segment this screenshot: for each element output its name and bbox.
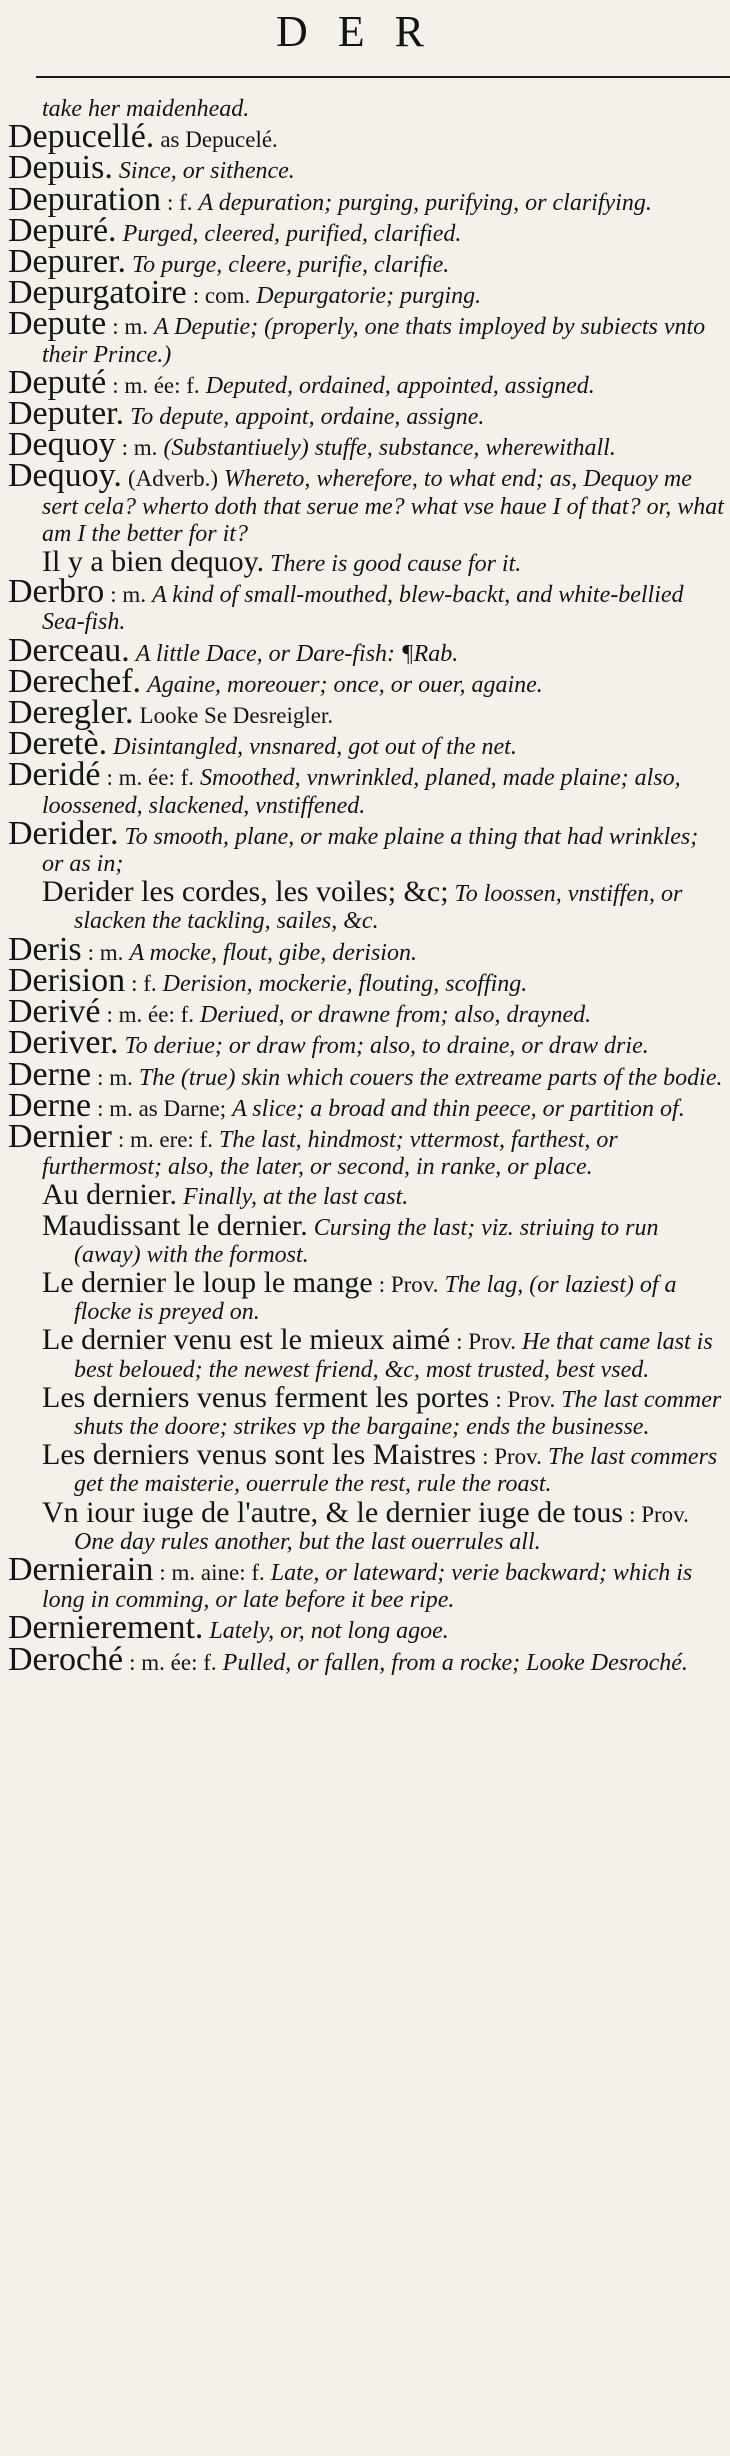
headword: Derbro [8,573,105,611]
headword: Maudissant le dernier. [42,1208,308,1242]
dictionary-entry [8,1024,724,1062]
headword: Dernier [8,1117,112,1155]
definition: Againe, moreouer; once, or ouer, againe. [147,671,543,698]
headword: Deris [8,930,82,968]
dictionary-entry [8,305,724,368]
definition: To purge, cleere, purifie, clarifie. [132,252,450,279]
headword: Dernierement. [8,1609,204,1647]
grammar-note: : m. ée: f. [112,372,200,398]
grammar-note: Looke Se Desreigler. [139,703,334,729]
dictionary-entry [8,1117,724,1181]
definition: (Substantiuely) stuffe, substance, wherewithall. [163,435,616,462]
headword: Derider les cordes, les voiles; &c; [42,875,449,909]
definition: The last, hindmost; vttermost, farthest, or furthermost; also, the later, or second, in ranke, or place. [42,1126,618,1181]
sub-entry [8,1438,724,1498]
headword: Derivé [8,993,101,1031]
dictionary-entry [8,1550,724,1614]
definition: Deputed, ordained, appointed, assigned. [205,372,595,399]
headword: Il y a bien dequoy. [42,545,265,579]
dictionary-entry [8,274,724,312]
definition: Late, or lateward; verie backward; which is long in comming, or late before it bee ripe. [42,1559,693,1614]
grammar-note: : com. [192,283,251,309]
definition: Lately, or, not long agoe. [209,1618,449,1645]
dictionary-entry [8,573,724,636]
headword: Derechef. [8,662,142,700]
grammar-note: (Adverb.) [127,466,218,492]
headword: Deriver. [8,1024,119,1062]
headword: Le dernier le loup le mange [42,1265,373,1299]
definition: Deriued, or drawne from; also, drayned. [200,1002,592,1029]
grammar-note: : Prov. [378,1271,439,1297]
definition: Depurgatorie; purging. [256,283,482,310]
sub-entry [8,1323,724,1383]
definition: The (true) skin which couers the extreame parts of the bodie. [138,1064,723,1091]
dictionary-entry [8,1055,724,1093]
definition: A kind of small-mouthed, blew-backt, and white-bellied Sea-fish. [42,582,684,636]
definition: Since, or sithence. [118,158,295,185]
headword: Dequoy. [8,457,122,495]
headword: Deridé [8,756,101,794]
sub-entry [8,1178,724,1212]
grammar-note: : m. ée: f. [106,765,195,791]
headword: Les derniers venus ferment les portes [42,1380,490,1414]
definition: A mocke, flout, gibe, derision. [129,939,417,966]
dictionary-entry [8,1086,724,1124]
headword: Les derniers venus sont les Maistres [42,1438,477,1472]
definition: To depute, appoint, ordaine, assigne. [130,404,485,431]
definition: Whereto, wherefore, to what end; as, Dequoy me sert cela? wherto doth that serue me? what vse haue I of that? or, what am I the better for it? [42,466,724,547]
headword: Deputé [8,363,107,401]
definition: To deriue; or draw from; also, to draine, or draw drie. [124,1033,649,1060]
dictionary-entry [8,118,724,156]
sub-entry [8,1265,724,1326]
definition: There is good cause for it. [270,551,522,578]
sub-entry [8,875,724,935]
definition: A slice; a broad and thin peece, or partition of. [232,1095,685,1122]
sub-entry [8,1495,724,1556]
grammar-note: : m. aine: f. [159,1559,265,1585]
headword: Vn iour iuge de l'autre, & le dernier iuge de tous [42,1495,624,1529]
grammar-note: : m. as Darne; [97,1095,227,1121]
headword: Derceau. [8,631,130,669]
headword: Depuis. [8,149,113,187]
sub-entry [8,545,724,579]
definition: Smoothed, vnwrinkled, planed, made plaine; also, loossened, slackened, vnstiffened. [42,765,681,819]
definition: A Deputie; (properly, one thats imployed by subiects vnto their Prince.) [42,314,706,368]
sub-entry [8,1208,724,1269]
grammar-note: : m. [110,582,147,608]
definition: A depuration; purging, purifying, or clarifying. [198,189,652,216]
definition: Disintangled, vnsnared, got out of the net. [113,734,517,761]
headword: Derider. [8,814,119,852]
definition: The last commer shuts the doore; strikes vp the bargaine; ends the businesse. [74,1386,722,1440]
grammar-note: : f. [166,189,193,215]
headword: Au dernier. [42,1178,177,1212]
definition: Cursing the last; viz. striuing to run (away) with the formost. [74,1214,659,1268]
grammar-note: : Prov. [482,1444,542,1470]
dictionary-entry [8,1640,724,1678]
grammar-note: : m. ée: f. [129,1649,217,1675]
headword: Derision [8,961,126,999]
definition: take her maidenhead. [42,96,250,122]
entry-list [8,92,724,1677]
grammar-note: : m. [87,939,124,965]
grammar-note: : Prov. [495,1386,556,1412]
headword: Dequoy [8,426,116,464]
grammar-note: : Prov. [629,1501,689,1527]
definition: A little Dace, or Dare-fish: ¶Rab. [135,640,459,667]
dictionary-entry [8,694,724,732]
definition: Pulled, or fallen, from a rocke; Looke Desroché. [222,1649,688,1676]
definition: Purged, cleered, purified, clarified. [122,220,462,247]
headword: Depurgatoire [8,274,187,312]
dictionary-entry [8,961,724,999]
definition: The last commers get the maisterie, ouerrule the rest, rule the roast. [74,1444,718,1498]
headword: Deretè. [8,725,108,763]
headword: Deregler. [8,694,134,732]
headword: Depurer. [8,243,127,281]
dictionary-entry [8,457,724,548]
running-head: DER [276,7,454,56]
dictionary-entry [8,814,724,878]
definition: To loossen, vnstiffen, or slacken the tackling, sailes, &c. [74,881,683,935]
headword: Derne [8,1055,92,1093]
headword: Dernierain [8,1550,154,1588]
sub-entry [8,1380,724,1441]
definition: Derision, mockerie, flouting, scoffing. [162,970,528,997]
headword: Depuration [8,180,161,218]
grammar-note: : m. [121,435,158,461]
headword: Depuré. [8,211,117,249]
headword: Derne [8,1086,92,1124]
definition: He that came last is best beloued; the newest friend, &c, most trusted, best vsed. [74,1329,713,1383]
grammar-note: as Depucelé. [160,127,278,153]
headword: Deroché [8,1640,124,1678]
headword: Deputer. [8,395,125,433]
definition: To smooth, plane, or make plaine a thing that had wrinkles; or as in; [42,823,699,878]
definition: The lag, (or laziest) of a flocke is preyed on. [74,1271,677,1326]
grammar-note: : m. [97,1064,133,1090]
header-rule [36,76,730,78]
definition: Finally, at the last cast. [182,1184,409,1211]
headword: Depucellé. [8,118,155,156]
grammar-note: : m. ée: f. [106,1002,195,1028]
headword: Depute [8,305,107,343]
grammar-note: : m. ere: f. [117,1126,213,1152]
headword: Le dernier venu est le mieux aimé [42,1323,451,1357]
grammar-note: : m. [112,314,148,340]
dictionary-entry [8,756,724,819]
grammar-note: : f. [131,970,157,996]
definition: One day rules another, but the last ouerrules all. [74,1528,541,1555]
dictionary-entry [8,725,724,763]
grammar-note: : Prov. [456,1329,517,1355]
